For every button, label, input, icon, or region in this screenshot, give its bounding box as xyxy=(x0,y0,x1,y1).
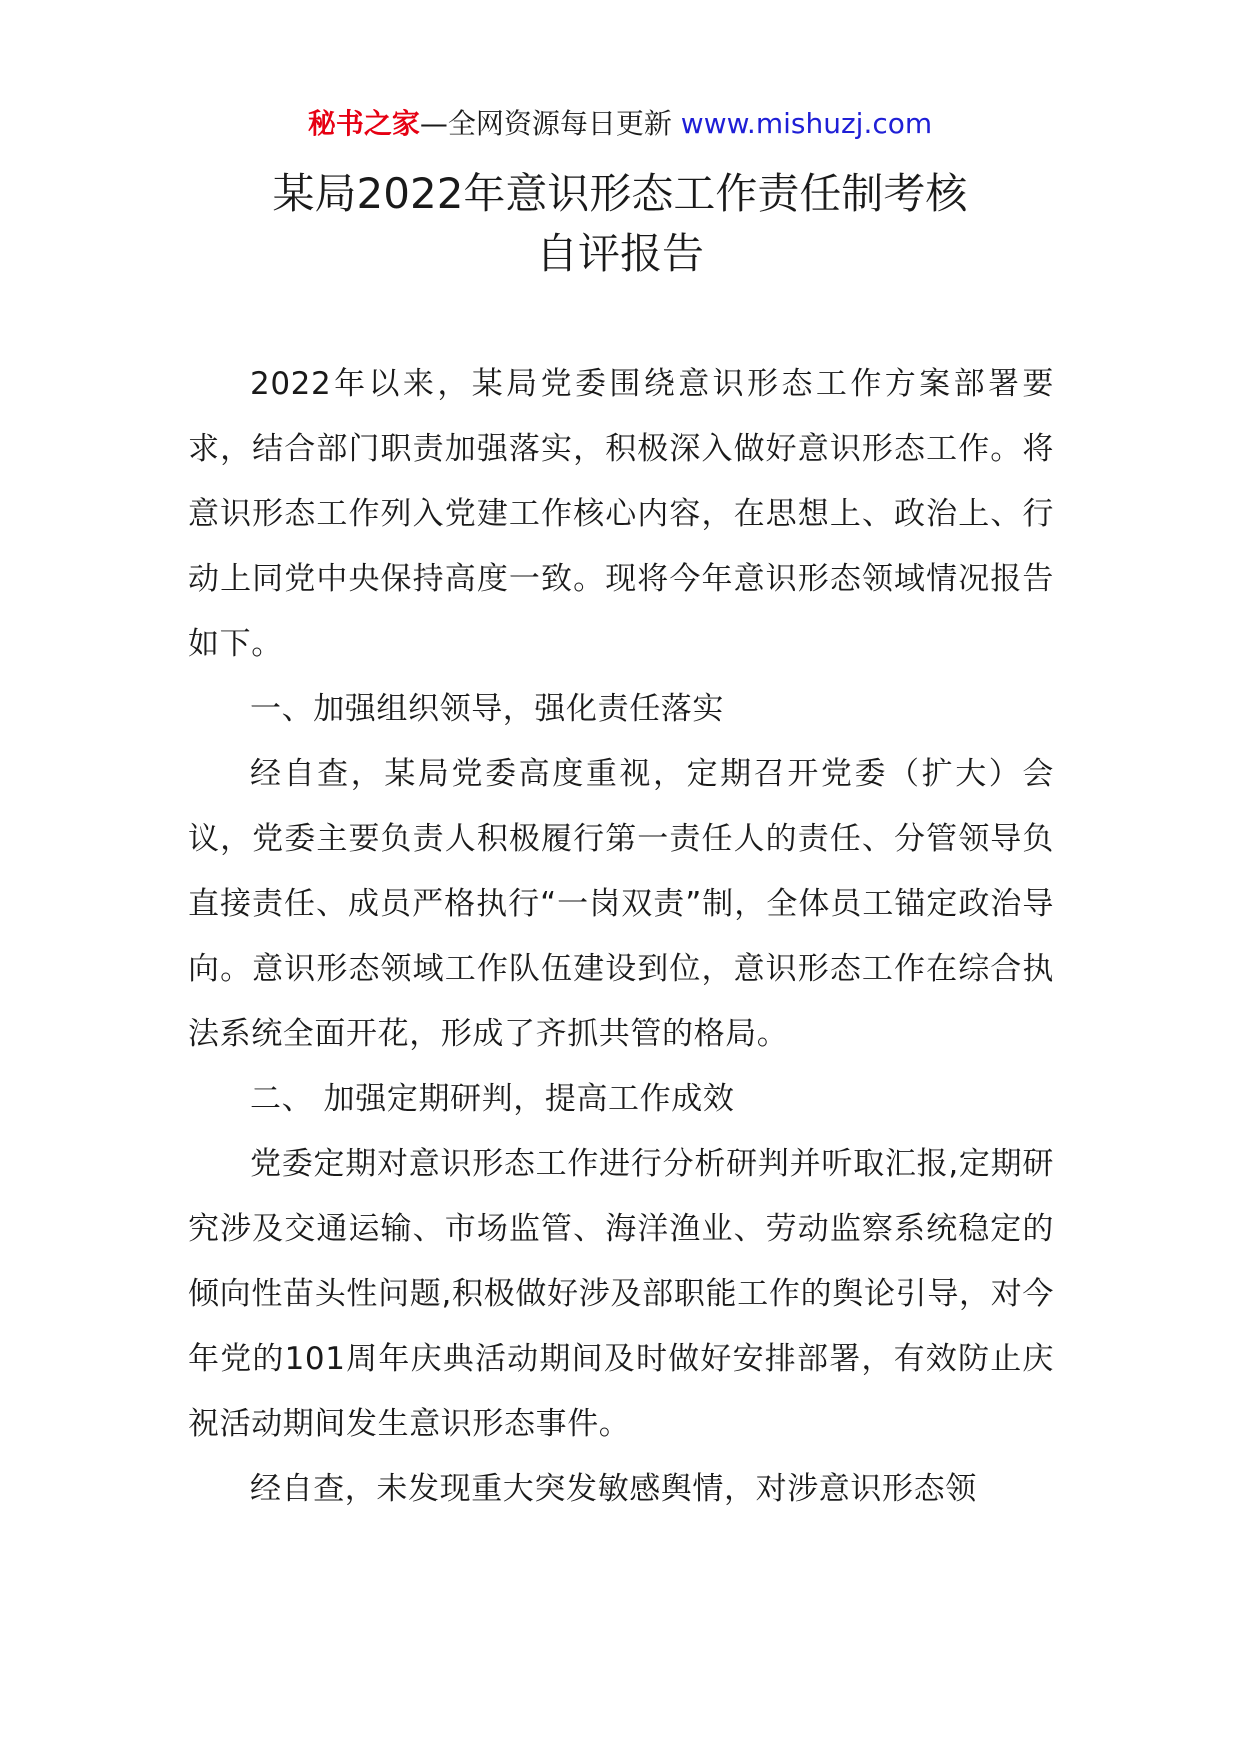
paragraph-self-check: 经自查，未发现重大突发敏感舆情，对涉意识形态领 xyxy=(250,1471,977,1507)
paragraph-section-1: 经自查，某局党委高度重视，定期召开党委（扩大）会议，党委主要负责人积极履行第一责任人的责任、分管领导负直接责任、成员严格执行“一岗双责”制，全体员工锚定政治导向。意识形态领域工作队伍建设到位，意识形态工作在综合执法系统全面开花，形成了齐抓共管的格局。 xyxy=(188,756,1054,1052)
title-line-1: 某局2022年意识形态工作责任制考核 xyxy=(272,169,968,218)
document-body xyxy=(188,352,1054,1522)
paragraph-intro: 2022年以来，某局党委围绕意识形态工作方案部署要求，结合部门职责加强落实，积极深入做好意识形态工作。将意识形态工作列入党建工作核心内容，在思想上、政治上、行动上同党中央保持高度一致。现将今年意识形态领域情况报告如下。 xyxy=(188,366,1054,662)
site-header xyxy=(0,104,1240,144)
site-url-link[interactable]: www.mishuzj.com xyxy=(680,107,933,140)
header-tagline: —全网资源每日更新 xyxy=(419,107,672,140)
title-line-2: 自评报告 xyxy=(535,229,704,278)
paragraph-section-2: 党委定期对意识形态工作进行分析研判并听取汇报,定期研究涉及交通运输、市场监管、海洋渔业、劳动监察系统稳定的倾向性苗头性问题,积极做好涉及部职能工作的舆论引导，对今年党的101周年庆典活动期间及时做好安排部署，有效防止庆祝活动期间发生意识形态事件。 xyxy=(188,1146,1054,1442)
document-title xyxy=(0,164,1240,284)
section-heading-2: 二、 加强定期研判，提高工作成效 xyxy=(250,1081,735,1117)
brand-name: 秘书之家 xyxy=(307,107,420,140)
section-heading-1: 一、加强组织领导，强化责任落实 xyxy=(250,691,724,727)
